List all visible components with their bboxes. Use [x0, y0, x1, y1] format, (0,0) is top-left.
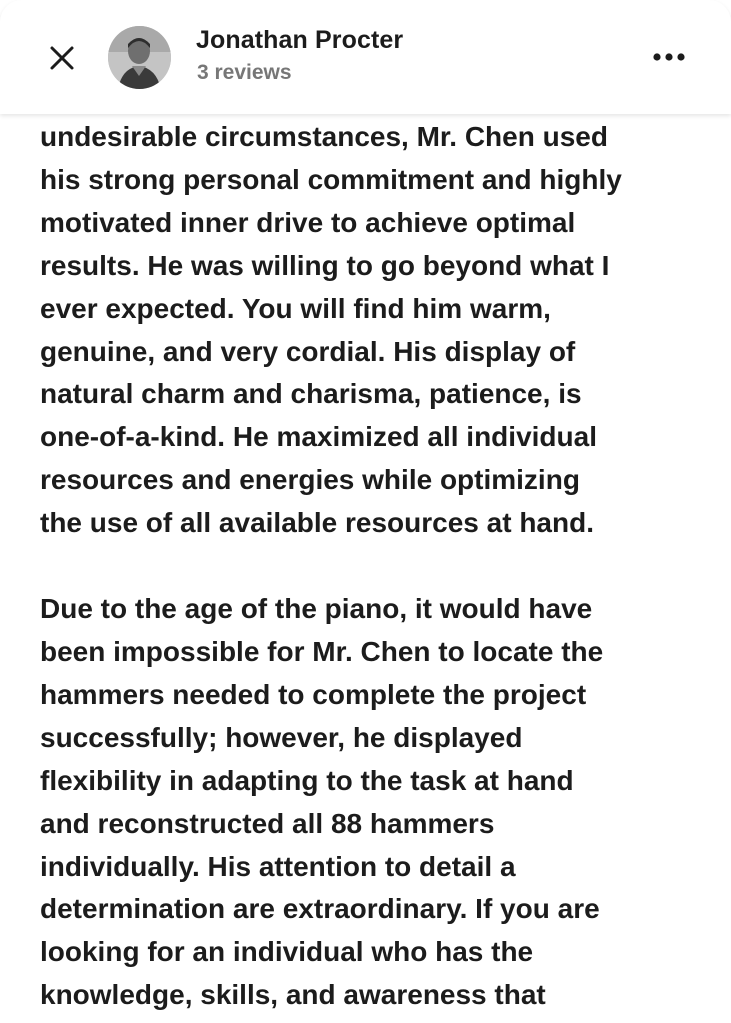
review-line: genuine, and very cordial. His display of	[40, 335, 576, 367]
review-line: ever expected. You will find him warm,	[40, 292, 551, 324]
review-header	[0, 0, 731, 114]
review-line: looking for an individual who has the	[40, 936, 534, 968]
review-line: determination are extraordinary. If you are	[40, 893, 600, 925]
review-line: flexibility in adapting to the task at hand	[40, 764, 574, 796]
review-line: the use of all available resources at hand.	[40, 507, 594, 539]
close-icon	[48, 44, 76, 72]
review-line: knowledge, skills, and awareness that	[40, 979, 546, 1011]
paragraph-spacer	[40, 545, 730, 588]
review-line: Due to the age of the piano, it would have	[40, 593, 593, 625]
review-count: 3 reviews	[197, 61, 292, 84]
more-options-button[interactable]	[648, 44, 690, 70]
review-line: his strong personal commitment and highly	[40, 163, 622, 195]
more-horizontal-icon	[652, 52, 686, 62]
review-line: results. He was willing to go beyond what I	[40, 249, 610, 281]
review-line: resources and energies while optimizing	[40, 464, 580, 496]
review-line: undesirable circumstances, Mr. Chen used	[40, 121, 608, 152]
review-text	[40, 116, 730, 1017]
review-line: one-of-a-kind. He maximized all individual	[40, 421, 597, 453]
review-line: successfully; however, he displayed	[40, 721, 523, 753]
review-paragraph	[40, 588, 730, 1017]
review-paragraph	[40, 116, 730, 545]
reviewer-avatar[interactable]	[108, 26, 171, 89]
reviewer-name[interactable]: Jonathan Procter	[196, 26, 404, 54]
close-button[interactable]	[42, 38, 82, 78]
review-line: motivated inner drive to achieve optimal	[40, 206, 576, 238]
review-line: natural charm and charisma, patience, is	[40, 378, 582, 410]
review-line: been impossible for Mr. Chen to locate the	[40, 635, 604, 667]
review-line: and reconstructed all 88 hammers	[40, 807, 495, 839]
review-line: hammers needed to complete the project	[40, 678, 587, 710]
avatar-photo	[108, 26, 171, 89]
review-line: individually. His attention to detail a	[40, 850, 516, 882]
